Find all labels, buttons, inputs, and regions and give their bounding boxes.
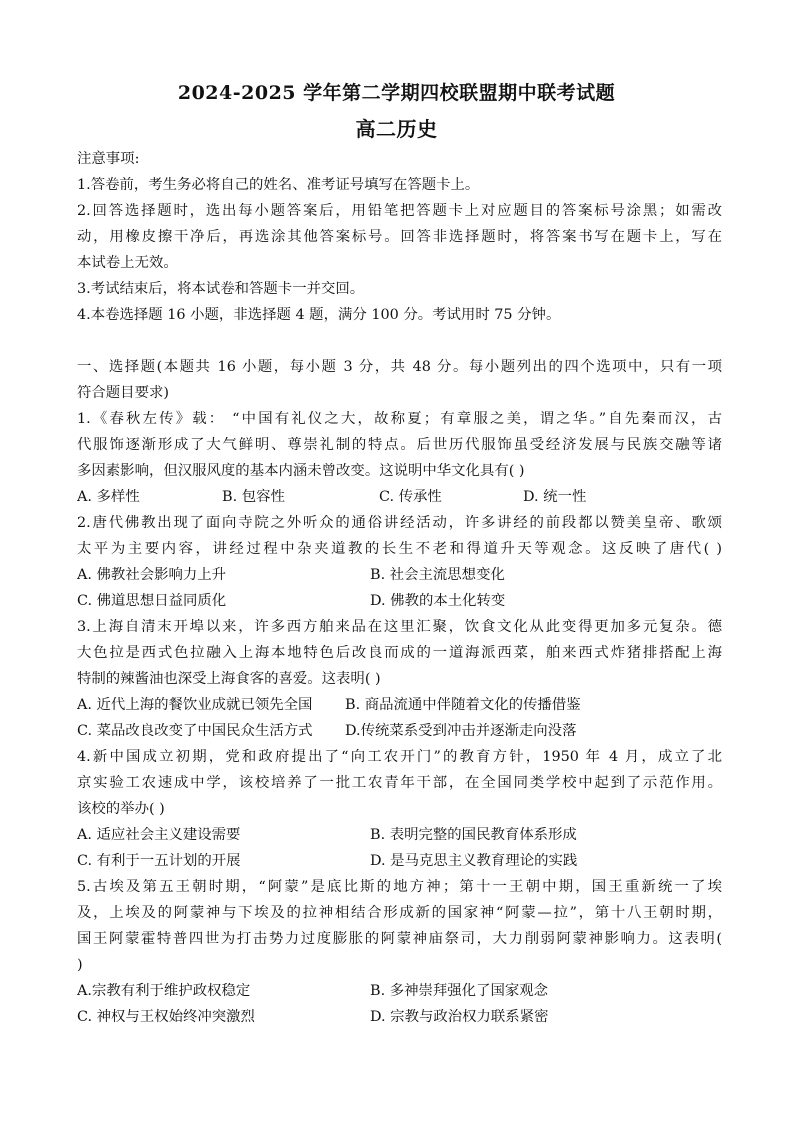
question-3-options: [77, 692, 722, 718]
option-b: B. 多神崇拜强化了国家观念: [370, 983, 549, 999]
option-c: C. 菜品改良改变了中国民众生活方式: [77, 723, 313, 739]
question-5-stem: 及，上埃及的阿蒙神与下埃及的拉神相结合形成新的国家神“阿蒙—拉”，第十八王朝时期，: [77, 905, 722, 921]
question-2-stem: 太平为主要内容，讲经过程中杂夹道教的长生不老和得道升天等观念。这反映了唐代( ): [77, 541, 722, 557]
question-3-stem: 特制的辣酱油也深受上海食客的喜爱。这表明( ): [77, 671, 381, 687]
notice-heading: 注意事项:: [77, 151, 140, 167]
question-1-options: [77, 484, 722, 510]
question-5-options: [77, 978, 722, 1004]
section-heading: 符合题目要求): [77, 385, 169, 401]
question-5-stem: 国王阿蒙霍特普四世为打击势力过度膨胀的阿蒙神庙祭司，大力削弱阿蒙神影响力。这表明(: [77, 931, 722, 947]
question-2-options: [77, 588, 722, 614]
question-1-stem: 代服饰逐渐形成了大气鲜明、尊崇礼制的特点。后世历代服饰虽受经济发展与民族交融等诸: [77, 437, 722, 453]
question-4-stem: 该校的举办( ): [77, 801, 165, 817]
question-4-options: [77, 848, 722, 874]
option-d: D. 宗教与政治权力联系紧密: [370, 1009, 549, 1025]
question-2-stem: 2.唐代佛教出现了面向寺院之外听众的通俗讲经活动，许多讲经的前段都以赞美皇帝、歌颂: [77, 515, 722, 531]
question-1-stem: 多因素影响，但汉服风度的基本内涵未曾改变。这说明中华文化具有( ): [77, 463, 525, 479]
question-3-options: [77, 718, 722, 744]
question-3-stem: 3.上海自清末开埠以来，许多西方舶来品在这里汇聚，饮食文化从此变得更加多元复杂。德: [77, 619, 722, 635]
option-d: D.传统菜系受到冲击并逐渐走向没落: [345, 723, 577, 739]
question-4-stem: 京实验工农速成中学，该校培养了一批工农青年干部，在全国同类学校中起到了示范作用。: [77, 775, 722, 791]
option-c: C. 神权与王权始终冲突激烈: [77, 1009, 255, 1025]
option-d: D. 佛教的本土化转变: [370, 593, 506, 609]
option-b: B. 商品流通中伴随着文化的传播借鉴: [345, 697, 581, 713]
question-1-stem: 1.《春秋左传》载： “中国有礼仪之大，故称夏；有章服之美，谓之华。”自先秦而汉，古: [77, 411, 722, 427]
question-5-stem: 5.古埃及第五王朝时期，“阿蒙”是底比斯的地方神；第十一王朝中期，国王重新统一了埃: [77, 879, 722, 895]
notice-line: 动，用橡皮擦干净后，再选涂其他答案标号。回答非选择题时，将答案书写在题卡上，写在: [77, 229, 722, 245]
option-d: D. 统一性: [523, 489, 587, 505]
notice-line: 2.回答选择题时，选出每小题答案后，用铅笔把答题卡上对应题目的答案标号涂黑；如需改: [77, 203, 722, 219]
question-4-options: [77, 822, 722, 848]
option-b: B. 社会主流思想变化: [370, 567, 505, 583]
notice-line: 本试卷上无效。: [77, 255, 178, 271]
option-b: B. 表明完整的国民教育体系形成: [370, 827, 577, 843]
option-a: A. 适应社会主义建设需要: [77, 827, 241, 843]
option-b: B. 包容性: [222, 489, 285, 505]
notice-line: 4.本卷选择题 16 小题，非选择题 4 题，满分 100 分。考试用时 75 分钟。: [77, 307, 561, 323]
option-c: C. 传承性: [379, 489, 442, 505]
notice-line: 1.答卷前，考生务必将自己的姓名、准考证号填写在答题卡上。: [77, 177, 480, 193]
question-3-stem: 大色拉是西式色拉融入上海本地特色后改良而成的一道海派西菜，舶来西式炸猪排搭配上海: [77, 645, 722, 661]
option-d: D. 是马克思主义教育理论的实践: [370, 853, 578, 869]
section-heading: 一、选择题(本题共 16 小题，每小题 3 分，共 48 分。每小题列出的四个选项中，只有一项: [77, 359, 722, 375]
option-a: A. 多样性: [77, 489, 140, 505]
option-a: A. 近代上海的餐饮业成就已领先全国: [77, 697, 313, 713]
option-a: A. 佛教社会影响力上升: [77, 567, 227, 583]
question-5-stem: ): [77, 957, 83, 973]
notice-line: 3.考试结束后，将本试卷和答题卡一并交回。: [77, 281, 365, 297]
question-2-options: [77, 562, 722, 588]
option-c: C. 佛道思想日益同质化: [77, 593, 227, 609]
question-5-options: [77, 1004, 722, 1030]
option-c: C. 有利于一五计划的开展: [77, 853, 241, 869]
exam-subtitle: 高二历史: [355, 117, 438, 141]
question-4-stem: 4.新中国成立初期，党和政府提出了“向工农开门”的教育方针，1950 年 4 月，成立了北: [77, 749, 722, 765]
exam-title: 2024-2025 学年第二学期四校联盟期中联考试题: [177, 82, 616, 104]
option-a: A.宗教有利于维护政权稳定: [77, 983, 251, 999]
